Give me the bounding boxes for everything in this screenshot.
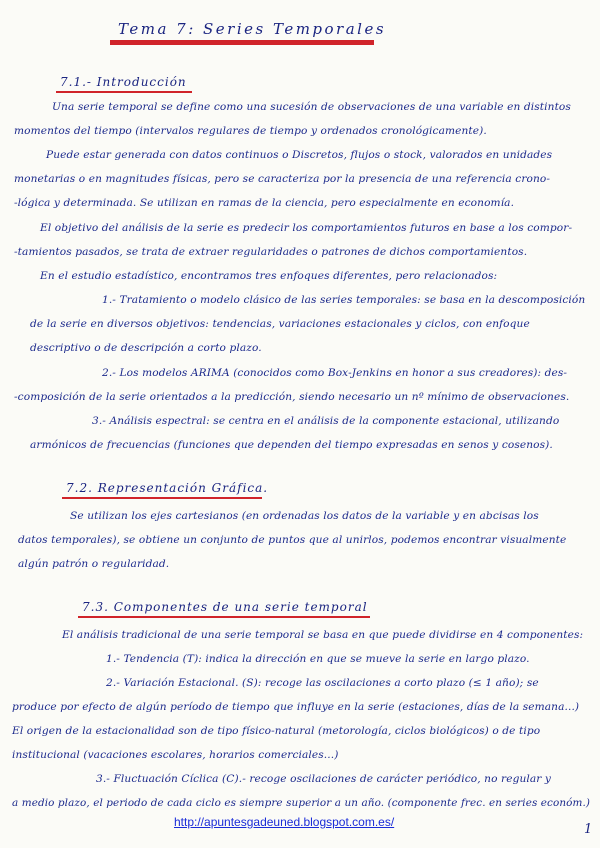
section-heading-components: 7.3. Componentes de una serie temporal	[82, 600, 368, 614]
text-line: algún patrón o regularidad.	[18, 558, 170, 570]
section-heading-graphic: 7.2. Representación Gráfica.	[66, 481, 269, 495]
text-line: -lógica y determinada. Se utilizan en ramas de la ciencia, pero especialmente en economía.	[14, 197, 515, 209]
text-line: a medio plazo, el periodo de cada ciclo es siempre superior a un año. (componente frec. en series económ.)	[12, 797, 591, 809]
text-line: 3.- Fluctuación Cíclica (C).- recoge oscilaciones de carácter periódico, no regular y	[96, 773, 551, 785]
text-line: Una serie temporal se define como una sucesión de observaciones de una variable en distintos	[52, 101, 571, 113]
text-line: En el estudio estadístico, encontramos tres enfoques diferentes, pero relacionados:	[40, 270, 498, 282]
text-line: Se utilizan los ejes cartesianos (en ordenadas los datos de la variable y en abcisas los	[70, 510, 539, 522]
text-line: momentos del tiempo (intervalos regulares de tiempo y ordenados cronológicamente).	[14, 125, 487, 137]
text-line: 1.- Tratamiento o modelo clásico de las series temporales: se basa en la descomposición	[102, 294, 586, 306]
text-line: 1.- Tendencia (T): indica la dirección en que se mueve la serie en largo plazo.	[106, 653, 530, 665]
section-heading-underline	[78, 616, 370, 618]
text-line: El objetivo del análisis de la serie es predecir los comportamientos futuros en base a los compor-	[40, 222, 573, 234]
text-line: institucional (vacaciones escolares, horarios comerciales...)	[12, 749, 339, 761]
text-line: descriptivo o de descripción a corto plazo.	[30, 342, 262, 354]
section-heading-intro: 7.1.- Introducción	[60, 75, 187, 89]
source-url-link[interactable]: http://apuntesgadeuned.blogspot.com.es/	[174, 815, 395, 829]
text-line: armónicos de frecuencias (funciones que dependen del tiempo expresadas en senos y cosenos).	[30, 439, 553, 451]
text-line: datos temporales), se obtiene un conjunto de puntos que al unirlos, podemos encontrar visualmente	[18, 534, 567, 546]
text-line: 2.- Los modelos ARIMA (conocidos como Box-Jenkins en honor a sus creadores): des-	[102, 367, 568, 379]
text-line: El origen de la estacionalidad son de tipo físico-natural (metorología, ciclos biológicos) o de tipo	[12, 725, 541, 737]
text-line: Puede estar generada con datos continuos o Discretos, flujos o stock, valorados en unidades	[46, 149, 553, 161]
text-line: 2.- Variación Estacional. (S): recoge las oscilaciones a corto plazo (≤ 1 año); se	[106, 677, 539, 689]
text-line: de la serie en diversos objetivos: tendencias, variaciones estacionales y ciclos, con enfoque	[30, 318, 530, 330]
text-line: monetarias o en magnitudes físicas, pero se caracteriza por la presencia de una referencia crono-	[14, 173, 551, 185]
page-title: Tema 7: Series Temporales	[118, 20, 387, 38]
title-underline	[110, 40, 374, 45]
text-line: El análisis tradicional de una serie temporal se basa en que puede dividirse en 4 componentes:	[62, 629, 584, 641]
page-number: 1	[584, 822, 593, 837]
section-heading-underline	[56, 91, 192, 93]
section-heading-underline	[62, 497, 262, 499]
text-line: -composición de la serie orientados a la predicción, siendo necesario un nº mínimo de observaciones.	[14, 391, 570, 403]
text-line: 3.- Análisis espectral: se centra en el análisis de la componente estacional, utilizando	[92, 415, 560, 427]
text-line: -tamientos pasados, se trata de extraer regularidades o patrones de dichos comportamientos.	[14, 246, 528, 258]
text-line: produce por efecto de algún período de tiempo que influye en la serie (estaciones, días de la semana...)	[12, 701, 580, 713]
